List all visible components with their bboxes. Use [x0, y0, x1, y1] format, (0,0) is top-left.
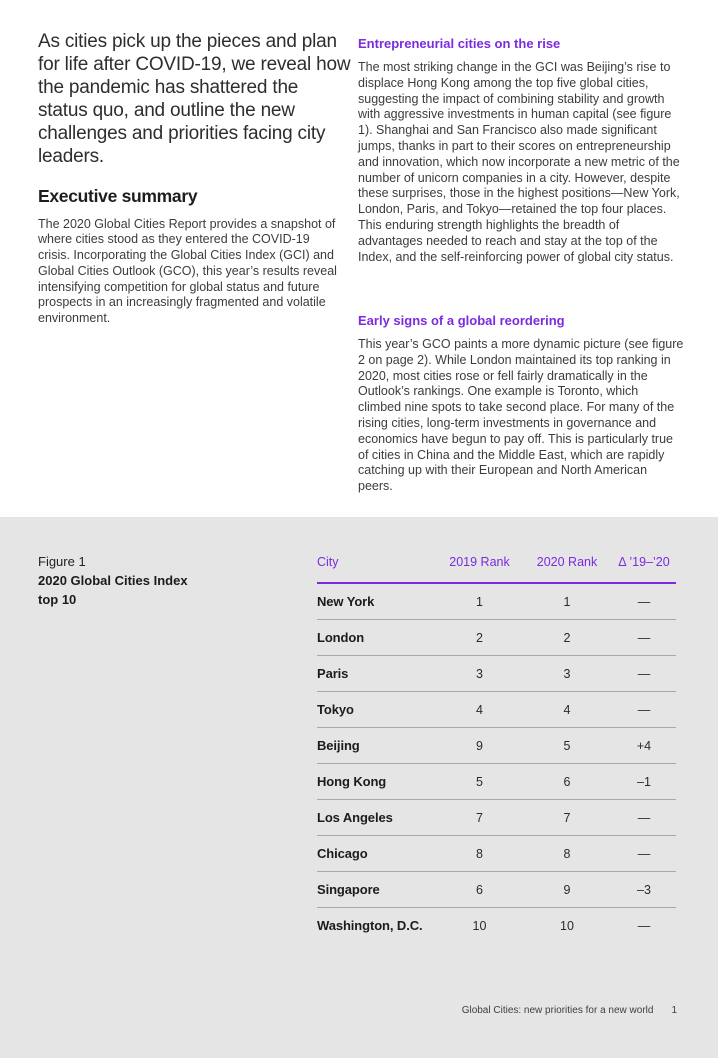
- section-body: This year’s GCO paints a more dynamic picture (see figure 2 on page 2). While London maintained its top ranking in 2020, most cities rose or fell fairly dramatically in the Outlook’s rankings. One example is Toronto, which climbed nine spots to take second place. For many of the rising cities, long-term investments in governance and economics have begun to pay off. This is particularly true of cities in China and the Middle East, which are rapidly catching up with their European and North American peers.: [358, 337, 684, 494]
- gci-top10-table: [317, 555, 676, 943]
- cell-rank-2020: 1: [563, 594, 571, 609]
- cell-rank-2019: 4: [476, 702, 483, 717]
- cell-change: —: [637, 630, 651, 645]
- cell-rank-2020: 6: [563, 774, 571, 789]
- cell-city: Washington, D.C.: [317, 918, 423, 933]
- table-row: [317, 584, 676, 620]
- intro-headline: As cities pick up the pieces and plan for life after COVID-19, we reveal how the pandemic has shattered the status quo, and outline the new challenges and priorities facing city leaders.: [38, 31, 351, 167]
- page-number: 1: [671, 1005, 677, 1016]
- table-row: [317, 692, 676, 728]
- cell-rank-2020: 8: [563, 846, 571, 861]
- cell-city: Chicago: [317, 846, 368, 861]
- cell-rank-2019: 2: [476, 630, 483, 645]
- cell-city: Beijing: [317, 738, 360, 753]
- column-header-2020-rank: 2020 Rank: [536, 555, 598, 569]
- cell-rank-2019: 10: [472, 918, 487, 933]
- table-row: [317, 620, 676, 656]
- table-row: [317, 872, 676, 908]
- cell-rank-2020: 5: [563, 738, 571, 753]
- footer-text: Global Cities: new priorities for a new world: [461, 1005, 654, 1016]
- figure-panel: [0, 517, 718, 1058]
- column-header-city: City: [317, 555, 339, 569]
- cell-rank-2020: 2: [563, 630, 571, 645]
- cell-city: London: [317, 630, 365, 645]
- cell-rank-2019: 1: [476, 594, 483, 609]
- section-global-reordering: [358, 313, 684, 495]
- cell-city: Singapore: [317, 882, 380, 897]
- figure-label: Figure 1: [38, 554, 86, 569]
- cell-change: –3: [637, 882, 651, 897]
- cell-rank-2019: 6: [476, 882, 483, 897]
- figure-title-line2: top 10: [38, 592, 77, 607]
- column-header-change: Δ ’19–’20: [618, 555, 670, 569]
- cell-city: New York: [317, 594, 375, 609]
- section-entrepreneurial-cities: [358, 36, 684, 265]
- cell-city: Tokyo: [317, 702, 354, 717]
- cell-change: —: [637, 594, 651, 609]
- cell-change: —: [637, 666, 651, 681]
- cell-change: —: [637, 702, 651, 717]
- page-footer: [462, 1005, 677, 1016]
- figure-title: 2020 Global Cities Index: [38, 573, 188, 588]
- cell-rank-2020: 9: [563, 882, 571, 897]
- table-row: [317, 728, 676, 764]
- cell-change: +4: [636, 738, 652, 753]
- section-body: The most striking change in the GCI was Beijing’s rise to displace Hong Kong among the top five global cities, suggesting the impact of combining stability and growth with aggressive investments in human capital (see figure 1). Shanghai and San Francisco also made significant jumps, thanks in part to their scores on entrepreneurship and innovation, which now incorporate a new metric of the number of unicorn companies in a city. However, despite these surprises, those in the highest positions—New York, London, Paris, and Tokyo—retained the top four places. This enduring strength highlights the breadth of advantages needed to reach and stay at the top of the Index, and the self-reinforcing power of global city status.: [358, 60, 680, 264]
- cell-city: Paris: [317, 666, 349, 681]
- cell-change: —: [637, 846, 651, 861]
- column-header-2019-rank: 2019 Rank: [449, 555, 510, 569]
- executive-summary-heading: Executive summary: [38, 185, 198, 206]
- table-header-row: [317, 555, 676, 584]
- cell-rank-2019: 3: [476, 666, 483, 681]
- cell-change: –1: [637, 774, 651, 789]
- table-row: [317, 656, 676, 692]
- cell-rank-2020: 7: [563, 810, 571, 825]
- cell-rank-2020: 3: [563, 666, 571, 681]
- cell-change: —: [637, 918, 651, 933]
- cell-city: Los Angeles: [317, 810, 393, 825]
- table-row: [317, 836, 676, 872]
- cell-change: —: [637, 810, 651, 825]
- table-row: [317, 764, 676, 800]
- figure-caption: [38, 552, 188, 609]
- cell-rank-2020: 10: [560, 918, 574, 933]
- section-heading: Entrepreneurial cities on the rise: [358, 36, 561, 51]
- section-heading: Early signs of a global reordering: [358, 313, 565, 328]
- cell-rank-2019: 9: [476, 738, 483, 753]
- cell-rank-2020: 4: [563, 702, 571, 717]
- cell-city: Hong Kong: [317, 774, 387, 789]
- cell-rank-2019: 7: [476, 810, 483, 825]
- cell-rank-2019: 8: [476, 846, 483, 861]
- cell-rank-2019: 5: [476, 774, 483, 789]
- table-row: [317, 908, 676, 943]
- table-row: [317, 800, 676, 836]
- executive-summary-body: The 2020 Global Cities Report provides a snapshot of where cities stood as they entered the COVID-19 crisis. Incorporating the Global Cities Index (GCI) and Global Cities Outlook (GCO), this year’s results reveal intensifying competition for global status and future prospects in an increasingly fragmented and volatile environment.: [38, 216, 337, 326]
